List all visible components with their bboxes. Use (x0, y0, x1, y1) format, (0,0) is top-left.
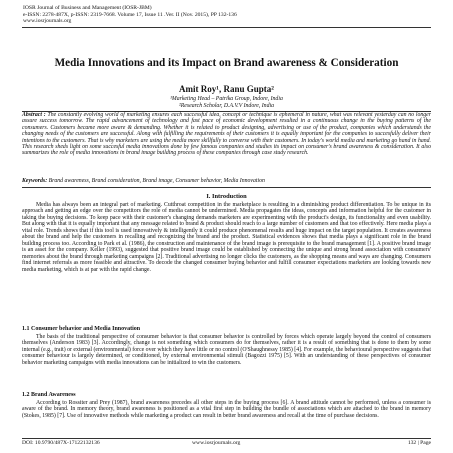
page-footer (22, 440, 431, 448)
affiliation-1: ¹Marketing Head – Patrika Group, Indore, India (170, 96, 283, 102)
keywords-text: Brand awareness, Brand consideration, Brand image, Consumer behavior, Media Innovation (48, 178, 265, 184)
header-rule (22, 27, 431, 28)
footer-rule (22, 438, 431, 439)
keywords-label: Keywords: (22, 178, 48, 184)
author-affiliations (22, 96, 431, 110)
section-introduction-text: Media has always been an integral part of marketing. Cutthroat competition in the marketplace is resulting in a diminishing product differentiation. To be unique in its approach and getting an edge over the competitors the role of media cannot be undermined. Media propagates the ideas, concepts and information helpful for the customer in taking the buying decisions. To keep pace with their customer's changing demands marketers are experimenting with the product's design, its functionality and even usability. But along with that it is equally important that any message related to brand & product should reach to a large number of customers and that too effectively. Here media plays a vital role. Trends shows that if this tool is used innovatively & intelligently it could produce phenomenal results and huge impact on the target population. It creates awareness about the brand and help the customers in recalling and recognizing the brand and the product. Statistical evidences shows that media plays a significant role in the brand building process too. According to Park et al. (1986), the construction and maintenance of the brand image is prerequisite to the brand management [1]. A positive brand image is an asset for the company. Keller (1993), suggested that positive brand image could be established by connecting the unique and strong brand association with consumers' memories about the brand through marketing campaigns [2]. Traditional advertising no longer clicks the customers, as the shopping means and ways are changing. Consumers find internet referrals as more feasible and attractive. To decode the changed consumer buying behavior and fulfill consumer expectations marketers are looking towards new media marketing, which is at par with the rapid change. (22, 202, 431, 273)
affiliation-2: ²Research Scholar, D.A.V.V Indore, India (179, 102, 274, 109)
abstract-label: Abstract : (22, 112, 46, 118)
section-1-2-text: According to Rossiter and Prey (1987), brand awareness precedes all other steps in the buying process [6]. A brand attitude cannot be performed, unless a consumer is aware of the brand. In memory theory, brand awareness is positioned as a vital first step in building the bundle of associations which are attached to the brand in memory (Stokes, 1985) [7]. Use of innovative methods while marketing a product can result in better brand awareness and recall at the time of purchase decisions. (22, 400, 431, 419)
section-introduction-title: I. Introduction (206, 193, 247, 200)
footer-page-number: 132 | Page (407, 440, 431, 446)
abstract-rule-bottom (22, 187, 431, 188)
paper-title: Media Innovations and its Impact on Brand awareness & Consideration (54, 57, 399, 69)
footer-doi[interactable]: DOI: 10.9790/487X-17122132136 (22, 440, 100, 446)
footer-website[interactable]: www.iosrjournals.org (192, 440, 241, 446)
keywords (22, 178, 431, 184)
section-1-2-title: 1.2 Brand Awareness (22, 392, 76, 398)
abstract (22, 112, 431, 157)
section-1-1-text: The basis of the traditional perspective of consumer behavior is that consumer behavior is controlled by forces which operate largely beyond the control of consumers themselves (Anderson 1983) [3]. Accordingly, change is not something which consumers do for themselves, rather it is a result of something that is done to them by some internal (e.g., trait) or external (environmental) force over which they have little or no control (O'Shaughnessy 1985) [4]. For example, the behavioural perspective suggests that consumer behaviour is largely determined, or conditioned, by external environmental stimuli (Bagozzi 1975) [5]. With an understanding of these perspectives of consumer behavior marketing campaigns with media innovations can be initialized to win the customers. (22, 334, 431, 366)
journal-header (23, 5, 323, 25)
paper-authors: Amit Roy¹, Ranu Gupta² (179, 84, 274, 94)
journal-name: IOSR Journal of Business and Management (IOSR-JBM) (23, 5, 152, 11)
journal-website[interactable]: www.iosrjournals.org (23, 18, 72, 25)
journal-issn: e-ISSN: 2278-487X, p-ISSN: 2319-7668. Volume 17, Issue 11 .Ver. II (Nov. 2015), PP 132-136 (23, 11, 237, 18)
section-1-1-title: 1.1 Consumer behavior and Media Innovation (22, 326, 141, 332)
abstract-text: The constantly evolving world of marketing ensures each successful idea, concept or technique is ephemeral in nature, what was relevant yesterday can no longer assure success tomorrow. The rapid advancement of technology and fast pace of economic development resulted in a continuous change in the buying patterns of the consumers. Customers became more aware & demanding. Whether it is related to product designing, advertising or use of the product, companies which understands the changing needs of the customers are successful. Along with fulfilling the requirements of their customers it is equally important for the companies to succesfully deliver their intentions to the customers. That is why marketers are using the media more skillfully to converse with their customers. In today's world media and marketing go hand in hand. This research sheds light on some succesful media innovations done by few famous companies and studies its impact on consumer's brand awareness & consideration. It also summarizes the role of media innovations in brand image building process of these companies through case study research. (22, 112, 432, 157)
